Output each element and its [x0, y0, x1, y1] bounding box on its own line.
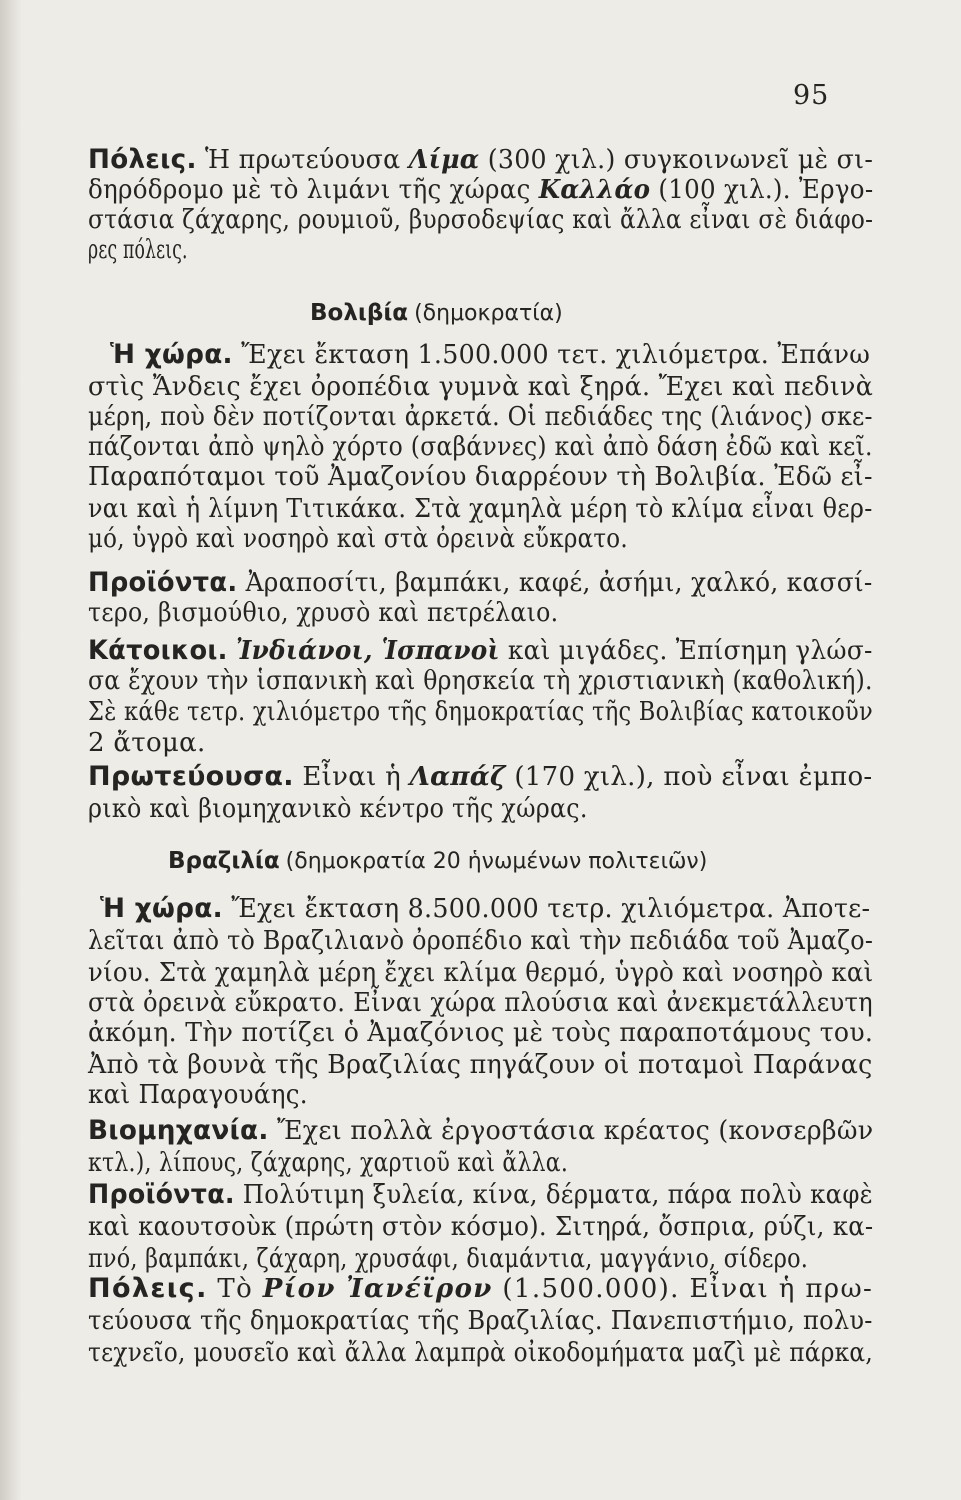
text-line [88, 1080, 308, 1110]
text-run: λεῖται ἀπὸ τὸ Βραζιλιανὸ ὀροπέδιο καὶ τὴν πεδιάδα τοῦ Ἀμαζο- [88, 926, 874, 956]
text-line [88, 598, 558, 628]
heading-title: Βολιβία [310, 300, 409, 326]
paragraph-heading: Προϊόντα. [88, 1179, 235, 1210]
text-line [88, 1306, 873, 1336]
text-line [88, 1116, 873, 1146]
text-run: στάσια ζάχαρης, ρουμιοῦ, βυρσοδεψίας καὶ ἄλλα εἶναι σὲ διάφο- [88, 205, 874, 235]
text-run: Ἔχει ἔκταση 8.500.000 τετρ. χιλιόμετρα. Ἀποτε- [222, 894, 871, 924]
text-run: (300 χιλ.) συγκοινωνεῖ μὲ σι- [479, 145, 874, 175]
text-line [88, 568, 873, 598]
text-run: πνό, βαμπάκι, ζάχαρη, χρυσάφι, διαμάντια, μαγγάνιο, σίδερο. [88, 1244, 809, 1274]
text-line [88, 1274, 873, 1304]
paragraph-heading: Προϊόντα. [88, 567, 238, 598]
text-run: καὶ καουτσοὺκ (πρώτη στὸν κόσμο). Σιτηρά, ὄσπρια, ρύζι, κα- [88, 1212, 874, 1242]
paragraph-heading: Βιομηχανία. [88, 1115, 269, 1146]
text-line [88, 926, 873, 956]
text-run: Τὸ [207, 1274, 263, 1304]
text-run [228, 636, 236, 666]
text-run: στὶς Ἄνδεις ἔχει ὀροπέδια γυμνὰ καὶ ξηρά. Ἔχει καὶ πεδινὰ [88, 372, 874, 402]
paragraph-heading: Κάτοικοι. [88, 635, 228, 666]
text-line [88, 666, 873, 696]
text-line [100, 894, 870, 924]
text-run: Πολύτιμη ξυλεία, κίνα, δέρματα, πάρα πολὺ καφὲ [234, 1180, 873, 1210]
text-line [88, 235, 188, 265]
paragraph-heading: Πόλεις. [88, 1273, 208, 1304]
text-run: (1.500.000). Εἶναι ἡ πρω- [492, 1274, 874, 1304]
emphasized-name: Ρίον Ἰανέϊρον [262, 1274, 493, 1304]
text-run: ρες πόλεις. [88, 235, 188, 265]
text-run: κτλ.), λίπους, ζάχαρης, χαρτιοῦ καὶ ἄλλα. [88, 1148, 569, 1178]
text-line [88, 432, 873, 462]
text-run: (100 χιλ.). Ἐργο- [650, 175, 874, 205]
section-heading-bolivia [310, 300, 563, 326]
text-run: Ἀραποσίτι, βαμπάκι, καφέ, ἀσήμι, χαλκό, κασσί- [237, 568, 873, 598]
heading-subtitle: (δημοκρατία) [414, 301, 563, 326]
text-run: (170 χιλ.), ποὺ εἶναι ἐμπο- [505, 762, 873, 792]
paragraph-heading: Πόλεις. [88, 144, 197, 175]
text-line [88, 762, 873, 792]
emphasized-name: Ἰνδιάνοι, Ἱσπανοὶ [235, 636, 500, 666]
page-number: 95 [793, 80, 830, 111]
text-line [88, 402, 873, 432]
text-run: νίου. Στὰ χαμηλὰ μέρη ἔχει κλίμα θερμό, ὑγρὸ καὶ νοσηρὸ καὶ [88, 958, 874, 988]
text-run: ρικὸ καὶ βιομηχανικὸ κέντρο τῆς χώρας. [88, 794, 588, 824]
text-run: καὶ μιγάδες. Ἐπίσημη γλώσ- [499, 636, 873, 666]
text-run: καὶ Παραγουάης. [88, 1080, 308, 1110]
text-line [88, 1244, 808, 1274]
text-line [88, 1050, 873, 1080]
text-line [88, 1338, 873, 1368]
text-line [88, 205, 873, 235]
text-run: Ἀπὸ τὰ βουνὰ τῆς Βραζιλίας πηγάζουν οἱ ποταμοὶ Παράνας [88, 1050, 873, 1080]
page-gutter-shadow [0, 0, 22, 1500]
text-line [88, 524, 628, 554]
text-line [88, 728, 206, 758]
emphasized-name: Καλλάο [538, 175, 651, 205]
text-run: ἀκόμη. Τὴν ποτίζει ὁ Ἀμαζόνιος μὲ τοὺς παραποτάμους του. [88, 1018, 874, 1048]
text-run: μέρη, ποὺ δὲν ποτίζονται ἀρκετά. Οἱ πεδιάδες της (λιάνος) σκε- [88, 402, 873, 432]
text-line [88, 794, 588, 824]
text-run: Ἔχει πολλὰ ἐργοστάσια κρέατος (κονσερβῶν [268, 1116, 874, 1146]
paragraph-heading: Ἡ χώρα. [100, 893, 223, 924]
text-run: Εἶναι ἡ [293, 762, 410, 792]
section-heading-brazil [168, 848, 707, 874]
text-line [88, 175, 873, 205]
emphasized-name: Λαπάζ [409, 762, 506, 792]
text-line [88, 958, 873, 988]
paragraph-heading: Πρωτεύουσα. [88, 761, 294, 792]
text-run: στὰ ὀρεινὰ εὔκρατο. Εἶναι χώρα πλούσια καὶ ἀνεκμετάλλευτη [88, 988, 873, 1018]
heading-title: Βραζιλία [168, 848, 280, 874]
text-run: ναι καὶ ἡ λίμνη Τιτικάκα. Στὰ χαμηλὰ μέρη τὸ κλίμα εἶναι θερ- [88, 494, 873, 524]
heading-subtitle: (δημοκρατία 20 ἡνωμένων πολιτειῶν) [285, 849, 708, 874]
text-run: πάζονται ἀπὸ ψηλὸ χόρτο (σαβάννες) καὶ ἀπὸ δάση ἐδῶ καὶ κεῖ. [88, 432, 873, 462]
text-line [88, 145, 873, 175]
text-line [88, 697, 873, 727]
emphasized-name: Λίμα [408, 145, 480, 175]
paragraph-heading: Ἡ χώρα. [110, 339, 233, 370]
text-run: Παραπόταμοι τοῦ Ἀμαζονίου διαρρέουν τὴ Βολιβία. Ἐδῶ εἶ- [88, 462, 873, 492]
text-run: δηρόδρομο μὲ τὸ λιμάνι τῆς χώρας [88, 175, 539, 205]
text-run: τεύουσα τῆς δημοκρατίας τῆς Βραζιλίας. Πανεπιστήμιο, πολυ- [88, 1306, 873, 1336]
text-run: Ἔχει ἔκταση 1.500.000 τετ. χιλιόμετρα. Ἐπάνω [232, 340, 871, 370]
text-line [88, 462, 873, 492]
text-run: Ἡ πρωτεύουσα [196, 145, 409, 175]
text-line [88, 1180, 873, 1210]
text-run: σα ἔχουν τὴν ἱσπανικὴ καὶ θρησκεία τὴ χριστιανικὴ (καθολική). [88, 666, 873, 696]
text-line [88, 1018, 873, 1048]
text-line [88, 636, 873, 666]
text-line [88, 1212, 873, 1242]
text-run: 2 ἄτομα. [88, 728, 206, 758]
text-line [88, 988, 873, 1018]
text-line [110, 340, 870, 370]
text-line [88, 1148, 568, 1178]
text-line [88, 372, 873, 402]
text-run: μό, ὑγρὸ καὶ νοσηρὸ καὶ στὰ ὀρεινὰ εὔκρατο. [88, 524, 628, 554]
text-run: τεχνεῖο, μουσεῖο καὶ ἄλλα λαμπρὰ οἰκοδομήματα μαζὶ μὲ πάρκα, [88, 1338, 873, 1368]
text-run: Σὲ κάθε τετρ. χιλιόμετρο τῆς δημοκρατίας τῆς Βολιβίας κατοικοῦν [88, 697, 873, 727]
text-line [88, 494, 873, 524]
text-run: τερο, βισμούθιο, χρυσὸ καὶ πετρέλαιο. [88, 598, 559, 628]
